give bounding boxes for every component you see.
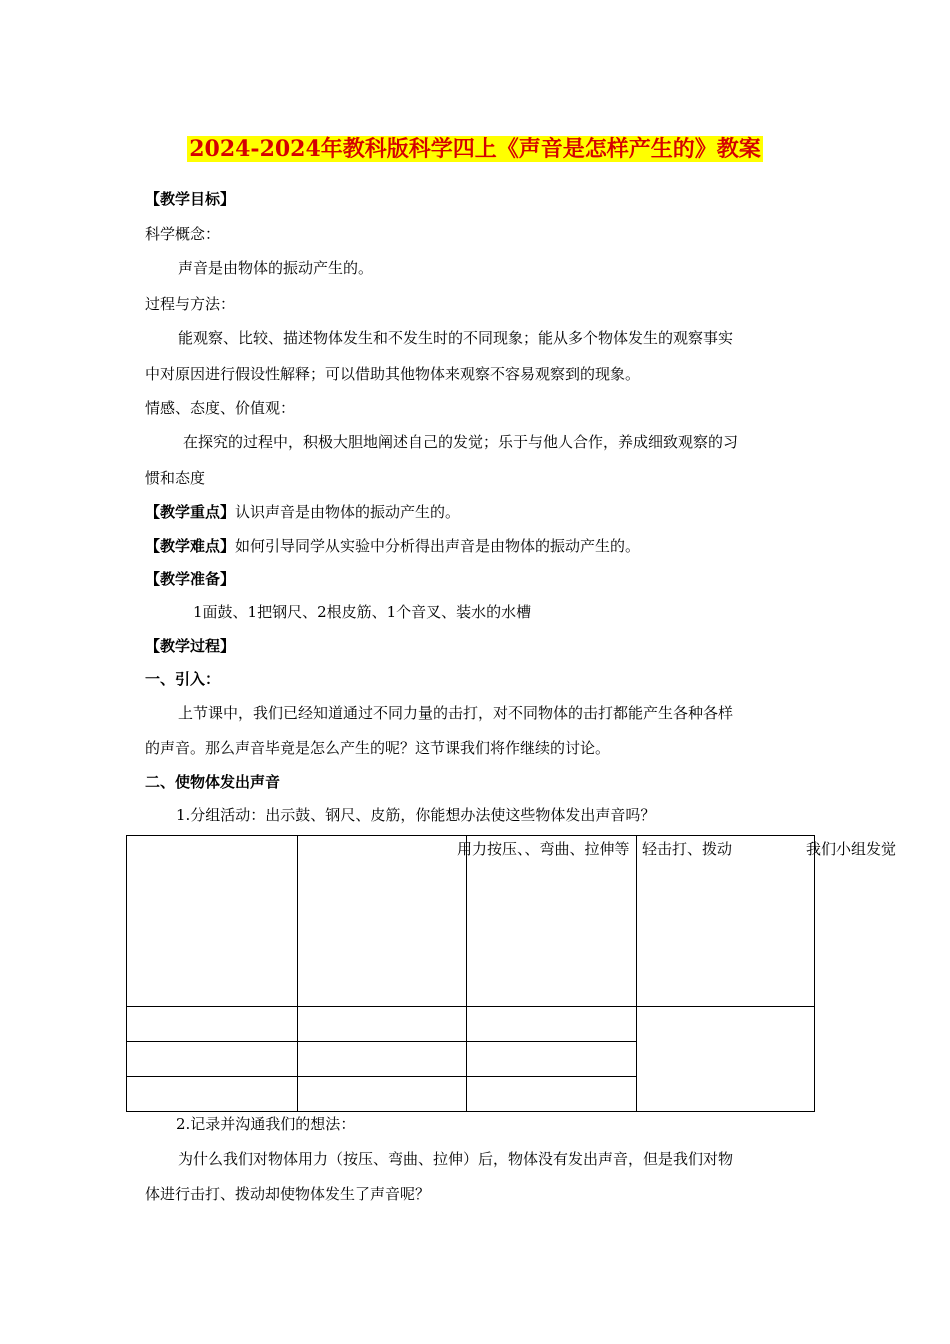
process-label: 过程与方法：: [145, 295, 236, 313]
document-title: 2024-2024年教科版科学四上《声音是怎样产生的》教案: [189, 136, 761, 162]
activity1-text: 1.分组活动：出示鼓、钢尺、皮筋，你能想办法使这些物体发出声音吗？: [176, 806, 656, 824]
table-cell: [126, 835, 298, 1007]
section2-heading: 二、使物体发出声音: [145, 773, 281, 791]
section1-text-line1: 上节课中，我们已经知道通过不同力量的击打，对不同物体的击打都能产生各种各样: [178, 704, 734, 722]
prep-heading: 【教学准备】: [145, 570, 236, 588]
attitude-label: 情感、态度、价值观：: [145, 399, 296, 417]
attitude-text-line1: 在探究的过程中，积极大胆地阐述自己的发觉；乐于与他人合作，养成细致观察的习: [183, 433, 739, 451]
table-cell: [466, 1041, 637, 1077]
section1-heading: 一、引入：: [145, 670, 221, 688]
table-cell: [126, 1041, 298, 1077]
process-text-line1: 能观察、比较、描述物体发生和不发生时的不同现象；能从多个物体发生的观察事实: [178, 329, 734, 347]
difficulty-label: 【教学难点】: [145, 537, 236, 555]
table-cell: [126, 1076, 298, 1112]
process-heading: 【教学过程】: [145, 637, 236, 655]
table-cell: [297, 1076, 467, 1112]
difficulty-point: [145, 536, 640, 556]
table-cell: [297, 1041, 467, 1077]
table-cell: [297, 835, 467, 1007]
table-cell: [636, 1006, 815, 1112]
process-text-line2: 中对原因进行假设性解释；可以借助其他物体来观察不容易观察到的现象。: [145, 365, 641, 383]
activity2-text: 2.记录并沟通我们的想法：: [176, 1115, 356, 1133]
attitude-text-line2: 惯和态度: [145, 469, 206, 487]
table-header-press: 用力按压、、弯曲、拉伸等: [457, 840, 630, 858]
table-cell: [126, 1006, 298, 1042]
table-header-strike: 轻击打、拨动: [642, 840, 733, 858]
table-cell: [466, 835, 637, 1007]
key-label: 【教学重点】: [145, 503, 236, 521]
table-header-findings: 我们小组发觉: [806, 840, 897, 858]
goals-heading: 【教学目标】: [145, 190, 236, 208]
concept-text: 声音是由物体的振动产生的。: [178, 259, 374, 277]
table-cell: [636, 835, 815, 1007]
difficulty-text: 如何引导同学从实验中分析得出声音是由物体的振动产生的。: [235, 537, 641, 555]
key-text: 认识声音是由物体的振动产生的。: [235, 503, 461, 521]
table-cell: [466, 1006, 637, 1042]
section1-text-line2: 的声音。那么声音毕竟是怎么产生的呢？这节课我们将作继续的讨论。: [145, 739, 611, 757]
question-line2: 体进行击打、拨动却使物体发生了声音呢？: [145, 1185, 431, 1203]
key-point: [145, 502, 460, 522]
table-cell: [466, 1076, 637, 1112]
table-cell: [297, 1006, 467, 1042]
prep-text: 1面鼓、1把钢尺、2根皮筋、1个音叉、装水的水槽: [193, 603, 532, 621]
concept-label: 科学概念：: [145, 225, 221, 243]
question-line1: 为什么我们对物体用力（按压、弯曲、拉伸）后，物体没有发出声音，但是我们对物: [178, 1150, 734, 1168]
